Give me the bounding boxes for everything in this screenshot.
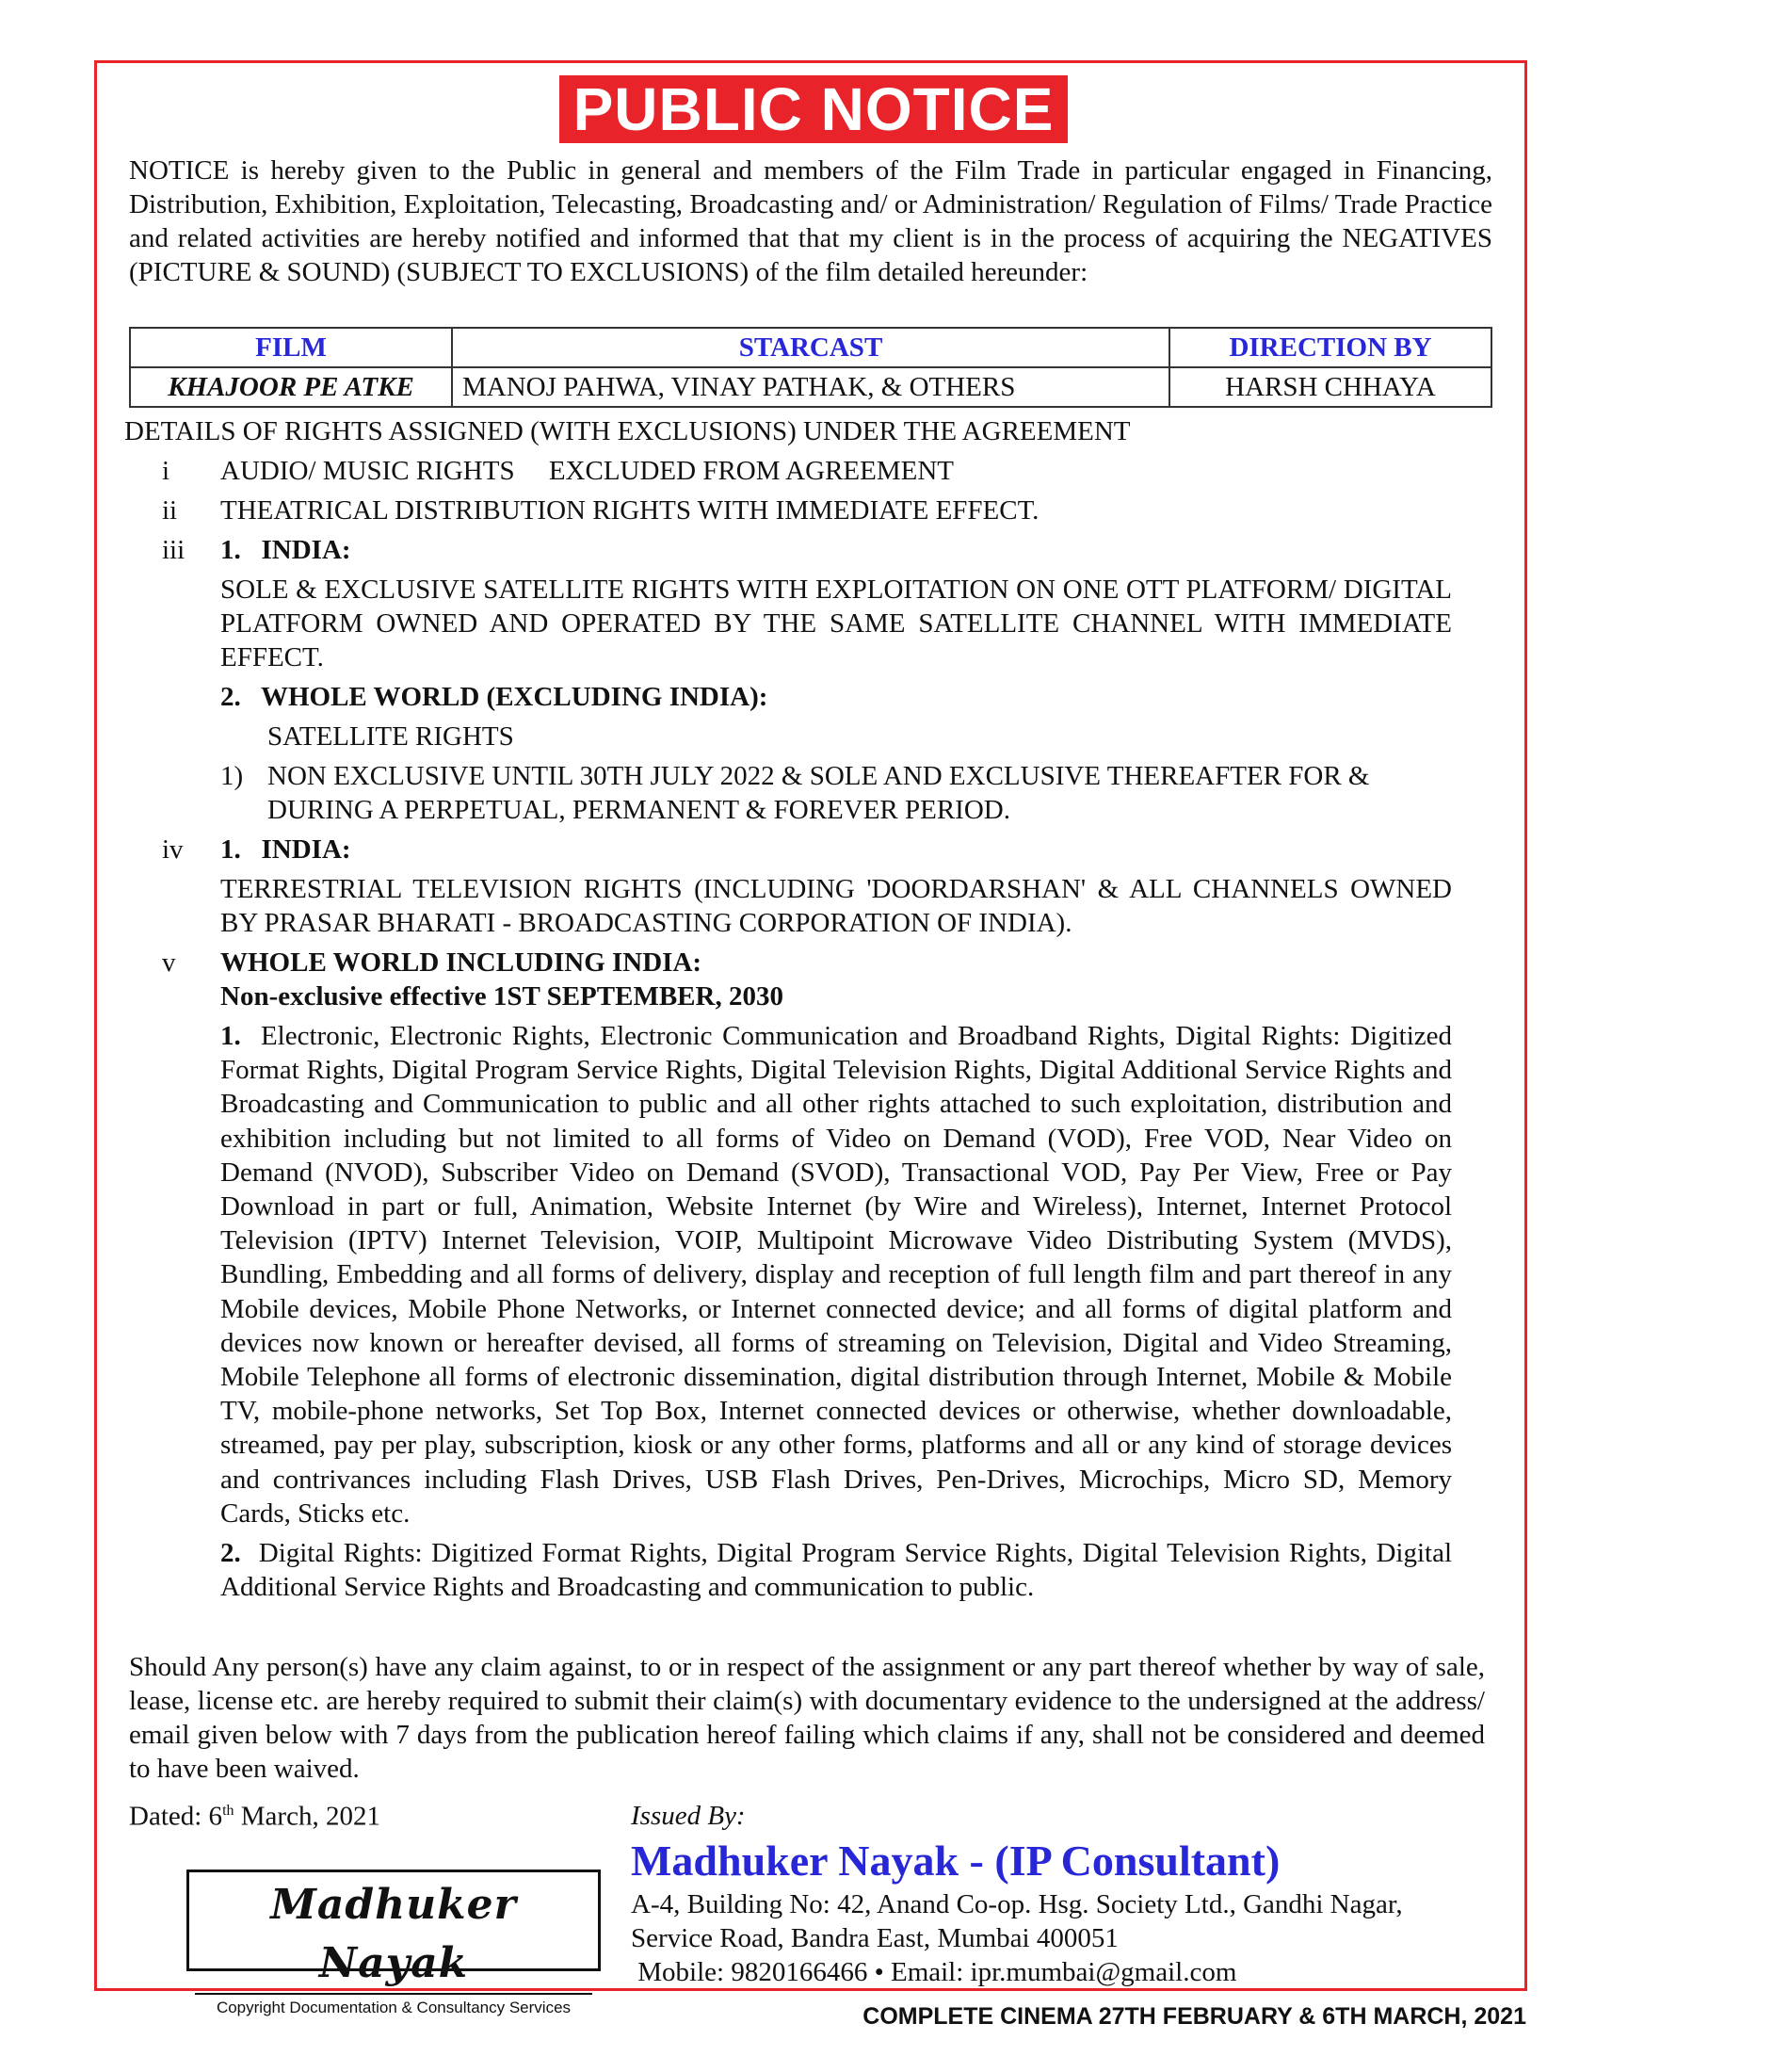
table-header-row	[130, 328, 1491, 367]
address-line-2: Service Road, Bandra East, Mumbai 400051	[631, 1923, 1119, 1953]
item-number: iv	[162, 834, 184, 865]
item-paragraph-1	[162, 1019, 1471, 1530]
item-paragraph-2	[162, 1536, 1471, 1604]
rights-item-v	[162, 946, 1471, 979]
item-text: TERRESTRIAL TELEVISION RIGHTS (INCLUDING 'DOORDARSHAN' & ALL CHANNELS OWNED BY PRASAR BHARATI - BROADCASTING CORPORATION OF INDIA).	[220, 874, 1452, 938]
paragraph-text: Electronic, Electronic Rights, Electronic Communication and Broadband Rights, Digital Rights: Digitized Format Rights, Digital Program Service Rights, Digital Television Rights, Digital Additional Service Rights and Broadcasting and Communication to public and all other rights attached to such exploitation, distribution and exhibition including but not limited to all forms of Video on Demand (VOD), Free VOD, Near Video on Demand (NVOD), Subscriber Video on Demand (SVOD), Transactional VOD, Pay Per View, Free or Pay Download in part or full, Animation, Website Internet (by Wire and Wireless), Internet, Internet Protocol Television (IPTV) Internet Television, VOIP, Multipoint Microwave Video Distributing System (MVDS), Bundling, Embedding and all forms of delivery, display and reception of full length film and part thereof in any Mobile devices, Mobile Phone Networks, or Internet connected device; and all forms of digital platform and devices now known or hereafter devised, all forms of streaming on Television, Digital and Video Streaming, Mobile Telephone all forms of electronic dissemination, digital distribution through Internet, Mobile & Mobile TV, mobile-phone networks, Set Top Box, Internet connected devices or otherwise, whether downloadable, streamed, pay per play, subscription, kiosk or any other forms, platforms and all or any kind of storage devices and contrivances including Flash Drives, USB Flash Drives, Pen-Drives, Microchips, Micro SD, Memory Cards, Sticks etc.	[220, 1021, 1453, 1529]
logo-tagline: Copyright Documentation & Consultancy Services	[195, 1993, 592, 2017]
film-table	[129, 327, 1492, 408]
rights-list	[162, 454, 1471, 1604]
header-starcast: STARCAST	[452, 328, 1169, 367]
contact-line: Mobile: 9820166466 • Email: ipr.mumbai@gmail.com	[631, 1957, 1237, 1987]
item-number: ii	[162, 495, 178, 526]
item-heading: 1. INDIA:	[220, 834, 351, 865]
rights-item-ii	[162, 494, 1471, 527]
item-text: AUDIO/ MUSIC RIGHTS EXCLUDED FROM AGREEMENT	[220, 456, 954, 486]
paragraph-text: Digital Rights: Digitized Format Rights, Digital Program Service Rights, Digital Television Rights, Digital Additional Service Rights and Broadcasting and communication to public.	[220, 1538, 1453, 1603]
consultant-name: Madhuker Nayak - (IP Consultant)	[631, 1837, 1281, 1885]
issued-by-label: Issued By:	[631, 1801, 746, 1831]
details-heading: DETAILS OF RIGHTS ASSIGNED (WITH EXCLUSIONS) UNDER THE AGREEMENT	[124, 416, 1131, 446]
item-heading: WHOLE WORLD INCLUDING INDIA:	[220, 947, 702, 978]
rights-item-iii	[162, 533, 1471, 567]
dated-suffix: March, 2021	[234, 1801, 380, 1832]
header-film: FILM	[130, 328, 452, 367]
logo-signature: Madhuker Nayak	[270, 1881, 517, 1987]
sub-item	[162, 759, 1471, 827]
starcast-value: MANOJ PAHWA, VINAY PATHAK, & OTHERS	[452, 367, 1169, 407]
rights-item-i	[162, 454, 1471, 488]
sub-item-number: 1)	[220, 761, 244, 791]
item-effective-date: Non-exclusive effective 1ST SEPTEMBER, 2030	[220, 981, 783, 1012]
item-text: SOLE & EXCLUSIVE SATELLITE RIGHTS WITH EXPLOITATION ON ONE OTT PLATFORM/ DIGITAL PLATFORM OWNED AND OPERATED BY THE SAME SATELLITE CHANNEL WITH IMMEDIATE EFFECT.	[220, 575, 1452, 672]
dated-line	[129, 1794, 380, 1834]
dated-ordinal: th	[222, 1803, 234, 1819]
item-number: iii	[162, 535, 185, 565]
director-value: HARSH CHHAYA	[1169, 367, 1491, 407]
item-number: i	[162, 456, 170, 486]
item-number: v	[162, 947, 176, 978]
film-name: KHAJOOR PE ATKE	[130, 367, 452, 407]
header-direction: DIRECTION BY	[1169, 328, 1491, 367]
paragraph-number: 2.	[220, 1538, 241, 1569]
notice-title: PUBLIC NOTICE	[559, 75, 1068, 143]
item-text: THEATRICAL DISTRIBUTION RIGHTS WITH IMMEDIATE EFFECT.	[220, 495, 1040, 526]
intro-paragraph: NOTICE is hereby given to the Public in general and members of the Film Trade in particular engaged in Financing, Distribution, Exhibition, Exploitation, Telecasting, Broadcasting and/ or Administration/ Regulation of Films/ Trade Practice and related activities are hereby notified and informed that that my client is in the process of acquiring the NEGATIVES (PICTURE & SOUND) (SUBJECT TO EXCLUSIONS) of the film detailed hereunder:	[129, 155, 1492, 287]
closing-paragraph: Should Any person(s) have any claim against, to or in respect of the assignment or any part thereof whether by way of sale, lease, license etc. are hereby required to submit their claim(s) with documentary evidence to the undersigned at the address/ email given below with 7 days from the publication hereof failing which claims if any, shall not be considered and deemed to have been waived.	[129, 1652, 1485, 1784]
rights-item-iv	[162, 833, 1471, 866]
publication-footer: COMPLETE CINEMA 27TH FEBRUARY & 6TH MARCH, 2021	[862, 2003, 1526, 2030]
item-heading: 1. INDIA:	[220, 535, 351, 565]
address-line-1: A-4, Building No: 42, Anand Co-op. Hsg. Society Ltd., Gandhi Nagar,	[631, 1889, 1403, 1919]
address-block	[631, 1887, 1497, 1989]
consultant-logo	[186, 1870, 601, 2016]
dated-prefix: Dated: 6	[129, 1801, 223, 1832]
paragraph-number: 1.	[220, 1021, 241, 1051]
sub-item-text: NON EXCLUSIVE UNTIL 30TH JULY 2022 & SOLE AND EXCLUSIVE THEREAFTER FOR & DURING A PERPETUAL, PERMANENT & FOREVER PERIOD.	[267, 761, 1370, 825]
item-subheading: SATELLITE RIGHTS	[267, 721, 514, 752]
table-row	[130, 367, 1491, 407]
item-heading: 2. WHOLE WORLD (EXCLUDING INDIA):	[220, 682, 768, 712]
